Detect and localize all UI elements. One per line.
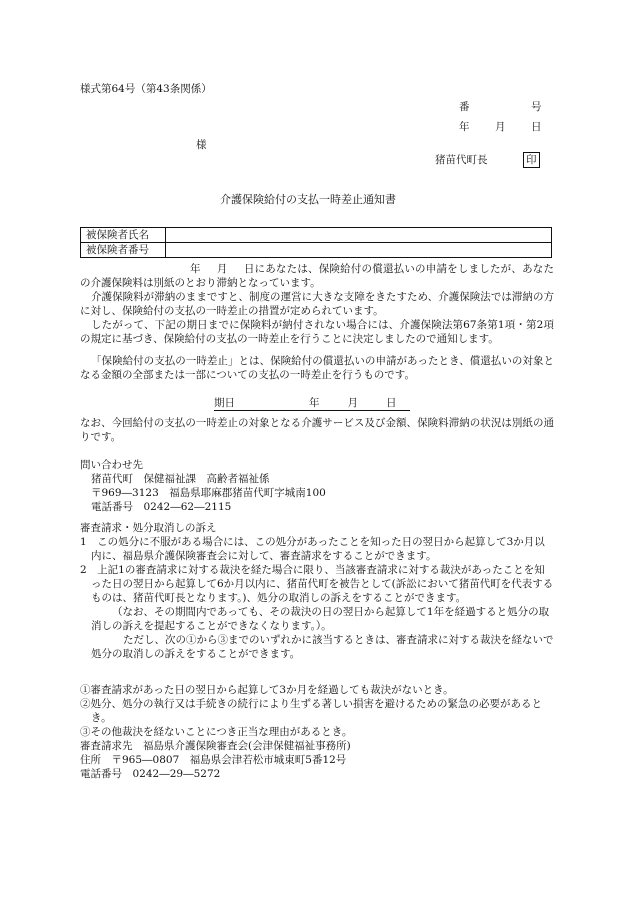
p1-month: 月 [216,263,228,275]
appeal-item-1: 1 この処分に不服がある場合には、この処分があったことを知った日の翌日から起算して3か月以内に、福島県介護保険審査会に対して、審査請求をすることができます。 [80,536,545,562]
note-paragraph: なお、今回給付の支払の一時差止の対象となる介護サービス及び金額、保険料滞納の状況は別紙の通りです。 [80,417,554,443]
body-paragraph-1 [80,262,554,290]
p1-year: 年 [190,263,201,275]
table-row [81,228,552,243]
issuer-name: 猪苗代町長 [435,154,488,166]
seal-mark: 印 [523,152,540,168]
contact-address: 〒969―3123 福島県耶麻郡猪苗代町字城南100 [91,487,326,499]
date-day: 日 [531,121,542,133]
deadline-underline [214,410,410,411]
addressee-suffix: 様 [196,139,207,151]
body-paragraph-4: 「保険給付の支払の一時差止」とは、保険給付の償還払いの申請があったとき、償還払いの対象となる金額の全部または一部についての支払の一時差止を行うものです。 [80,355,554,381]
form-number: 様式第64号（第43条関係） [80,83,212,95]
contact-phone: 電話番号 0242―62―2115 [91,501,232,513]
table-row [81,243,552,258]
condition-item-2: ②処分、処分の執行又は手続きの続行により生ずる著しい損害を避けるための緊急の必要があるとき。 [80,698,542,724]
deadline-day: 日 [386,397,397,409]
insured-name-label: 被保険者氏名 [81,228,166,243]
appeal-item-2: 2 上記1の審査請求に対する裁決を経た場合に限り、当該審査請求に対する裁決があったことを知った日の翌日から起算して6か月以内に、猪苗代町を被告として(訴訟において猪苗代町を代表するものは、猪苗代町長となります。)、処分の取消しの訴えをすることができます。 [80,564,554,604]
deadline-year: 年 [309,397,320,409]
insured-number-label: 被保険者番号 [81,243,166,258]
review-body-name: 審査請求先 福島県介護保険審査会(会津保健福祉事務所) [80,740,351,752]
body-paragraph-3: したがって、下記の期日までに保険料が納付されない場合には、介護保険法第67条第1項・第2項の規定に基づき、保険給付の支払の一時差止を行うことに決定しましたので通知します。 [80,319,554,345]
appeal-heading: 審査請求・処分取消しの訴え [80,522,217,534]
appeal-list [80,535,554,661]
appeal-item-2-exception: ただし、次の①から③までのいずれかに該当するときは、審査請求に対する裁決を経ないで処分の取消しの訴えをすることができます。 [91,634,554,660]
date-year: 年 [459,121,470,133]
body-paragraph-2: 介護保険料が滞納のままですと、制度の運営に大きな支障をきたすため、介護保険法では滞納の方に対し、保険給付の支払の一時差止の措置が定められています。 [80,291,554,317]
deadline-line [214,395,397,410]
ref-number-ban: 番 [459,101,470,113]
conditions-list [80,683,554,781]
insured-info-table [80,227,552,258]
date-month: 月 [495,121,506,133]
contact-heading: 問い合わせ先 [80,459,143,471]
review-body-phone: 電話番号 0242―29―5272 [80,768,221,780]
condition-item-1: ①審査請求があった日の翌日から起算して3か月を経過しても裁決がないとき。 [80,684,454,696]
appeal-item-2-note: （なお、その期間内であっても、その裁決の日の翌日から起算して1年を経過すると処分の取消しの訴えを提起することができなくなります。）。 [91,606,550,632]
review-body-address: 住所 〒965―0807 福島県会津若松市城東町5番12号 [80,754,347,766]
document-title: 介護保険給付の支払一時差止通知書 [220,193,396,206]
insured-number-value [166,243,552,258]
p1-text: 日にあなたは、保険給付の償還払いの申請をしましたが、あなたの介護保険料は別紙のとおり滞納となっています。 [80,263,554,289]
contact-department: 猪苗代町 保健福祉課 高齢者福祉係 [91,473,270,485]
deadline-label: 期日 [214,397,235,409]
ref-number-go: 号 [531,101,542,113]
insured-name-value [166,228,552,243]
deadline-month: 月 [347,397,358,409]
condition-item-3: ③その他裁決を経ないことにつき正当な理由があるとき。 [80,726,353,738]
